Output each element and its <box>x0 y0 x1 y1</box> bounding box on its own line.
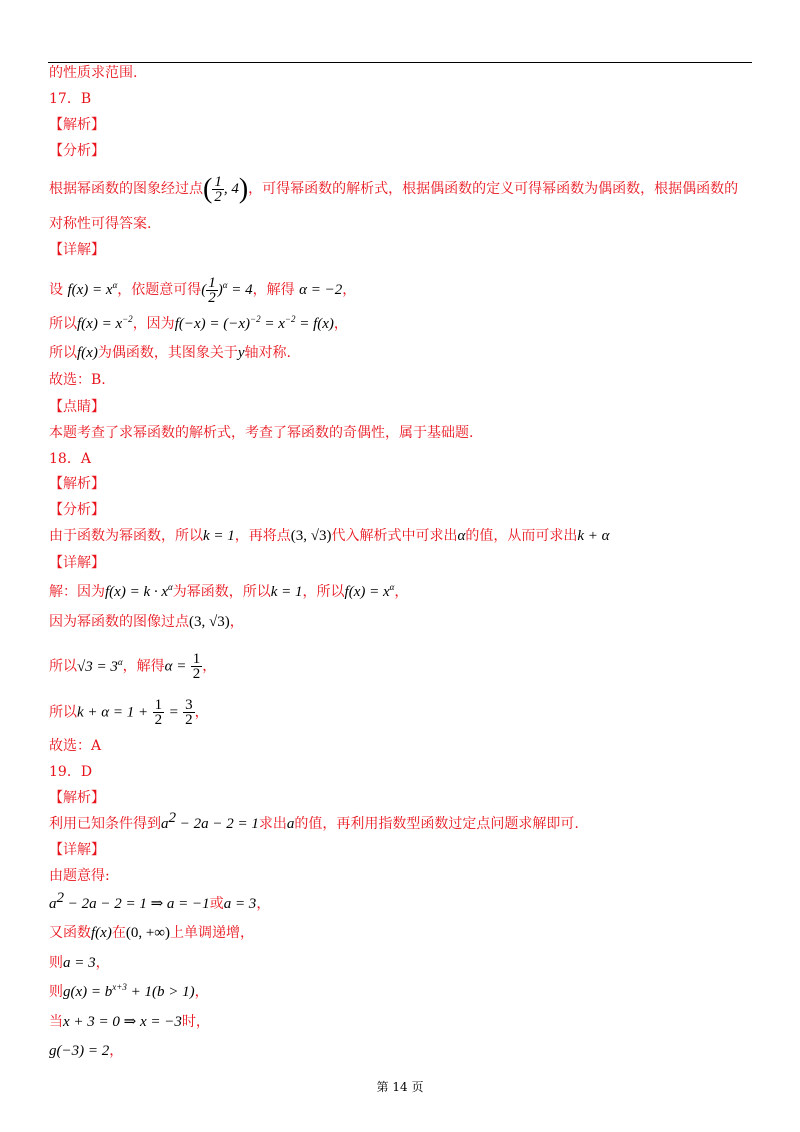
formula-line: 又函数f(x)在(0, +∞)上单调递增， <box>49 925 254 941</box>
section-jiexi: 【解析】 <box>49 117 105 133</box>
section-dianjing: 【点睛】 <box>49 399 105 415</box>
formula-line: 则a = 3， <box>49 955 110 971</box>
text-line: 对称性可得答案. <box>49 216 152 232</box>
formula-line: 则$g(x) = b^{x+3} + 1(b > 1)$， <box>49 982 209 1000</box>
section-fenxi: 【分析】 <box>49 502 105 518</box>
formula-line: 由于函数为幂函数，所以k = 1，再将点(3, √3)代入解析式中可求出α的值，从而可求出k + α <box>49 528 610 544</box>
formula-line: 所以$f(x) = x^{-2}$，因为$f(-x) = (-x)^{-2} = x^{-2} = f(x)$， <box>49 314 348 332</box>
formula-line: 解：因为$f(x) = k \cdot x^\alpha$为幂函数，所以k = 1，所以$f(x) = x^\alpha$， <box>49 582 409 600</box>
header-rule <box>48 62 752 63</box>
formula-line: 设 $f(x) = x^\alpha$，依题意可得( $\frac{1}{2}$ )$^\alpha$ = 4，解得 α = −2， <box>49 275 357 306</box>
formula-line: 所以$√3 = 3^\alpha$，解得α = $\frac{1}{2}$ ， <box>49 651 217 682</box>
text-line: 根据幂函数的图象经过点( $\frac{1}{2}$ , 4)，可得幂函数的解析式，根据偶函数的定义可得幂函数为偶函数，根据偶函数的 <box>49 173 739 205</box>
choice-line: 故选：B. <box>49 372 106 388</box>
formula-line: 因为幂函数的图像过点(3, √3)， <box>49 614 244 630</box>
answer-19: 19．D <box>49 764 93 780</box>
text-line: 由题意得: <box>49 868 110 884</box>
section-xiangjie: 【详解】 <box>49 842 105 858</box>
formula-line: $a^2 - 2a - 2 = 1$ ⇒ a = −1或a = 3， <box>49 890 271 912</box>
formula-line: 所以k + α = 1 + $\frac{1}{2}$ = $\frac{3}{2}$ ， <box>49 697 209 728</box>
formula-line: 当x + 3 = 0 ⇒ x = −3时， <box>49 1014 210 1030</box>
section-xiangjie: 【详解】 <box>49 555 105 571</box>
formula-line: 所以f(x)为偶函数，其图象关于y轴对称. <box>49 345 291 361</box>
section-fenxi: 【分析】 <box>49 143 105 159</box>
answer-17: 17．B <box>49 91 92 107</box>
text-line: 本题考查了求幂函数的解析式，考查了幂函数的奇偶性，属于基础题. <box>49 425 474 441</box>
section-jiexi: 【解析】 <box>49 790 105 806</box>
section-jiexi: 【解析】 <box>49 476 105 492</box>
page-number: 第 14 页 <box>376 1080 424 1094</box>
formula-line: g(−3) = 2， <box>49 1043 124 1059</box>
answer-18: 18．A <box>49 451 91 467</box>
section-xiangjie: 【详解】 <box>49 242 105 258</box>
text-line: 的性质求范围. <box>49 65 138 81</box>
formula-line: 利用已知条件得到$a^2 - 2a - 2 = 1$求出a的值，再利用指数型函数过定点问题求解即可. <box>49 810 579 832</box>
choice-line: 故选：A <box>49 738 102 754</box>
